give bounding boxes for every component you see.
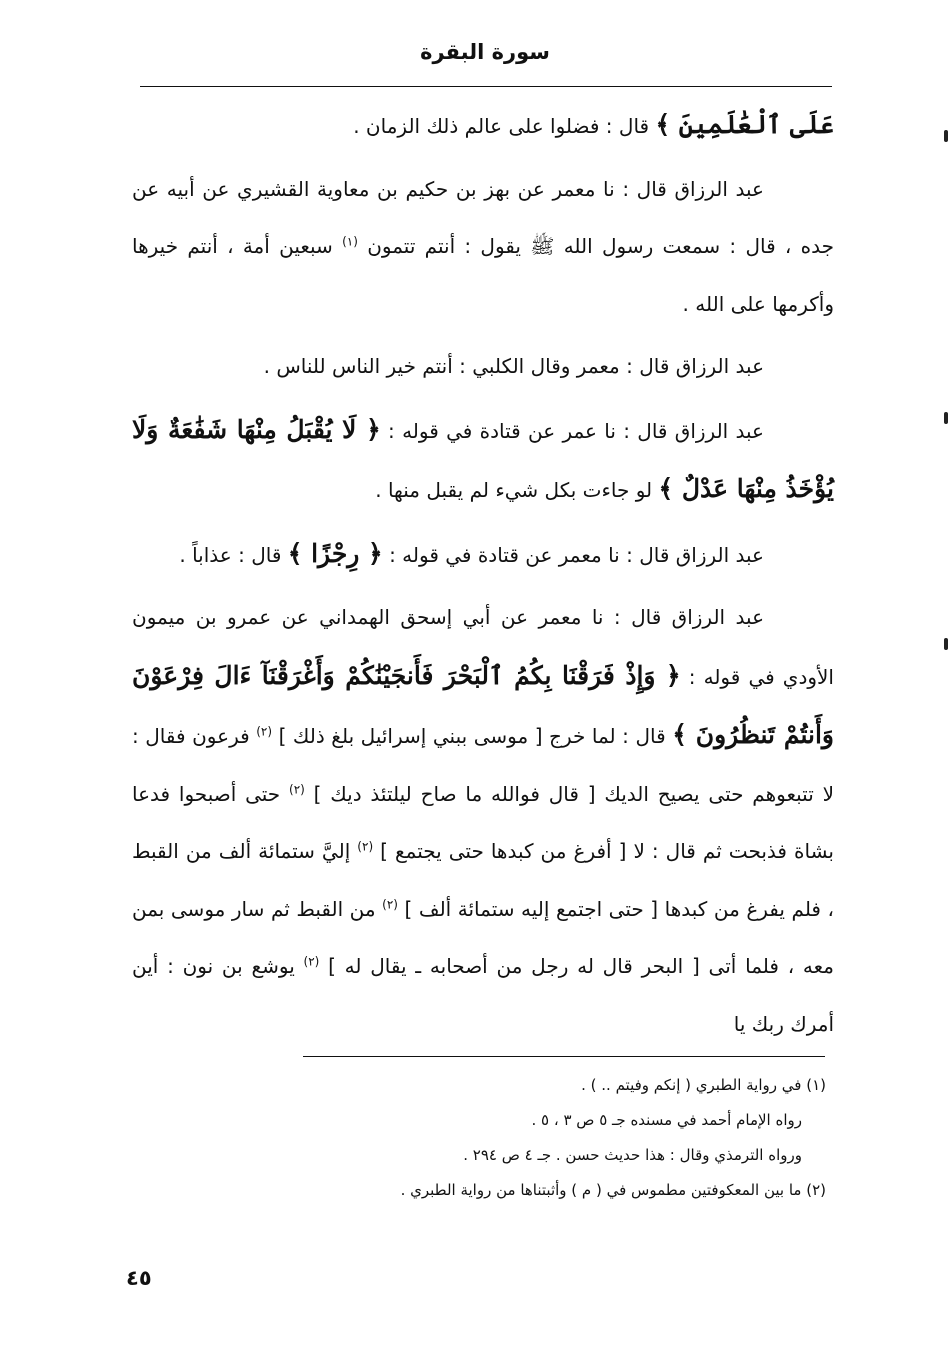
footnote-1-continuation: ورواه الترمذي وقال : هذا حديث حسن . جـ ٤ ص ٢٩٤ .	[463, 1146, 802, 1164]
header-rule	[140, 86, 832, 87]
binding-hole-mark	[944, 412, 948, 424]
footnote-ref: (٢)	[289, 781, 305, 796]
binding-hole-mark	[944, 638, 948, 650]
footnote-2: (٢) ما بين المعكوفتين مطموس في ( م ) وأثبتناها من رواية الطبري .	[400, 1181, 826, 1199]
footnote-1-continuation: رواه الإمام أحمد في مسنده جـ ٥ ص ٣ ، ٥ .	[531, 1111, 802, 1129]
footnote-ref: (٢)	[303, 954, 320, 969]
quran-quote: ﴿ رِجْزًا ﴾	[287, 538, 383, 568]
footnote-1: (١) في رواية الطبري ( إنكم وفيتم .. ) .	[581, 1076, 826, 1094]
page-number: ٤٥	[126, 1266, 152, 1290]
paragraph-1: عَلَى ٱلْعَٰلَمِينَ ﴾ قال : فضلوا على عالم ذلك الزمان .	[353, 110, 834, 139]
footnote-ref: (٢)	[357, 839, 374, 854]
main-text	[132, 96, 834, 1053]
footnote-ref: (٢)	[382, 896, 398, 911]
paragraph-4: عبد الرزاق قال : نا عمر عن قتادة في قوله : ﴿ لَا يُقْبَلُ مِنْهَا شَفَٰعَةٌ وَلَا يُؤْخَذُ مِنْهَا عَدْلٌ ﴾ لو جاءت بكل شيء لم يقبل منها .	[132, 414, 834, 503]
paragraph-2: عبد الرزاق قال : نا معمر عن بهز بن حكيم بن معاوية القشيري عن أبيه عن جده ، قال : سمعت رسول الله ﷺ يقول : أنتم تتمون $^{(١)}$ سبعين أمة ، أنتم خيرها وأكرمها على الله .	[132, 176, 834, 316]
paragraph-3: عبد الرزاق قال : معمر وقال الكلبي : أنتم خير الناس للناس .	[263, 354, 764, 378]
quran-quote: ﴿ وَإِذْ فَرَقْنَا بِكُمُ ٱلْبَحْرَ فَأَنجَيْنَٰكُمْ وَأَغْرَقْنَآ ءَالَ فِرْعَوْنَ وَأَنتُمْ تَنظُرُونَ ﴾	[132, 660, 834, 749]
footnote-ref: (١)	[342, 234, 358, 249]
paragraph-6: عبد الرزاق قال : نا معمر عن أبي إسحق الهمداني عن عمرو بن ميمون الأودي في قوله : ﴿ وَإِذْ فَرَقْنَا بِكُمُ ٱلْبَحْرَ فَأَنجَيْنَٰكُمْ وَأَغْرَقْنَآ ءَالَ فِرْعَوْنَ وَأَنتُمْ تَنظُرُونَ ﴾ قال : لما خرج [ موسى ببني إسرائيل بلغ ذلك ] $^{(٢)}$ فرعون فقال : لا تتبعوهم حتى يصيح الديك [ قال فوالله ما صاح ليلتئذ ديك ] $^{(٢)}$ حتى أصبحوا فدعا بشاة فذبحت ثم قال : لا [ أفرغ من كبدها حتى يجتمع ] $^{(٢)}$ إليَّ ستمائة ألف من القبط ، فلم يفرغ من كبدها [ حتى اجتمع إليه ستمائة ألف ] $^{(٢)}$ من القبط ثم سار موسى بمن معه ، فلما أتى [ البحر قال له رجل من أصحابه ـ يقال له ] $^{(٢)}$ يوشع بن نون : أين أمرك ربك يا	[132, 605, 834, 1036]
running-header-title: سورة البقرة	[420, 40, 550, 64]
footnote-ref: (٢)	[256, 724, 273, 739]
footnote-rule	[303, 1056, 825, 1057]
quran-quote: ﴿ لَا يُقْبَلُ مِنْهَا شَفَٰعَةٌ وَلَا يُؤْخَذُ مِنْهَا عَدْلٌ ﴾	[132, 414, 834, 503]
binding-hole-mark	[944, 130, 948, 142]
footnotes	[132, 1068, 826, 1208]
paragraph-5: عبد الرزاق قال : نا معمر عن قتادة في قوله : ﴿ رِجْزًا ﴾ قال : عذاباً .	[179, 538, 764, 568]
quran-quote: عَلَى ٱلْعَٰلَمِينَ ﴾	[655, 110, 834, 139]
